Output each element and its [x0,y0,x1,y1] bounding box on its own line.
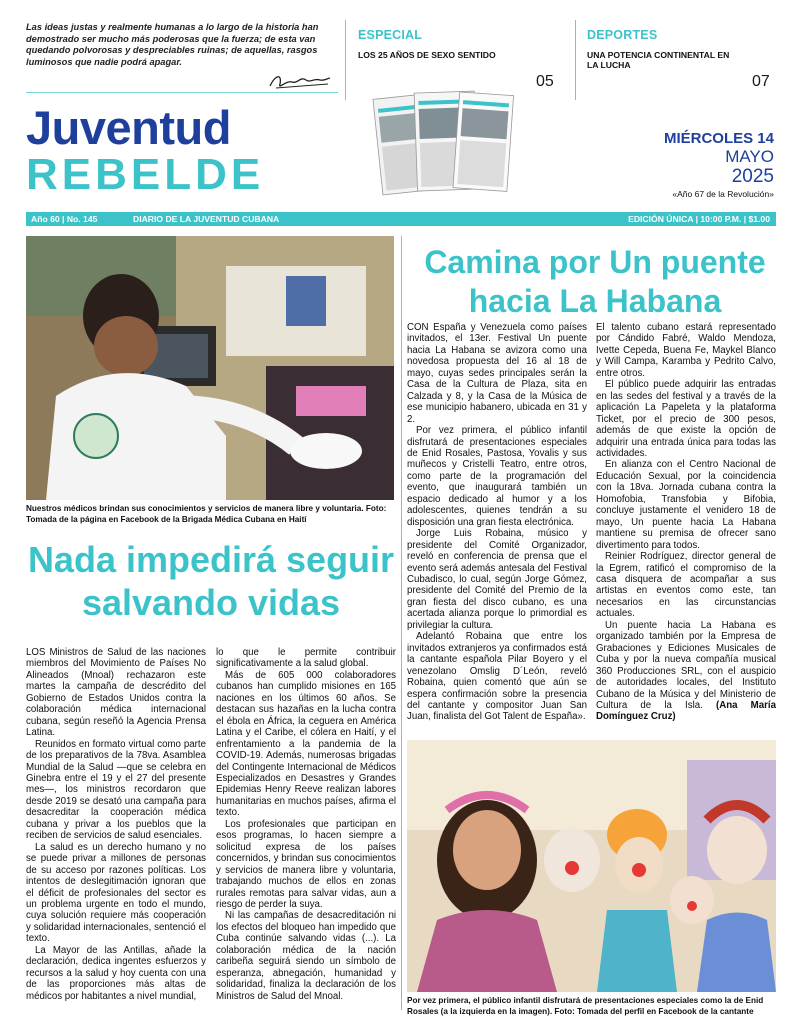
article-paragraph: CON España y Venezuela como países invitados, el 13er. Festival Un puente hacia La Habana se avizora como una novedosa propuesta del 16 al 18 de mayo, cuyas sedes principales serán la Casa de la Cultura de Plaza, sita en Calzada y 8, y la Casa de la Música de ese municipio habanero, ubicada en 31 y 2. [407,322,587,425]
column-divider [401,236,402,1010]
date-year: 2025 [731,166,774,187]
edition-info: EDICIÓN ÚNICA | 10:00 P.M. | $1.00 [628,214,770,224]
section-page-number: 05 [536,73,554,90]
article-paragraph: El público puede adquirir las entradas en las sedes del festival y a través de la aplicación La Papeleta y la plataforma Ticket, por el precio de 300 pesos, además de que existe la opción de adquirir una entrada única para todas las actividades. [596,379,776,459]
article-paragraph: Reinier Rodríguez, director general de la Egrem, ratificó el compromiso de la casa disquera de acompañar a sus artistas en eventos como este, tan necesarios en las circunstancias actuales. [596,551,776,620]
section-deportes[interactable] [587,28,737,70]
issue-date [664,130,774,200]
section-teaser: UNA POTENCIA CONTINENTAL EN LA LUCHA [587,50,730,70]
article-paragraph: LOS Ministros de Salud de las naciones miembros del Movimiento de Países No Alineados (Mnoal) rechazaron este martes la campaña de descrédito del Gobierno de Estados Unidos contra la colaboración médica internacional cubana, según reseñó la Agencia Prensa Latina. [26,647,206,739]
header-quote: Las ideas justas y realmente humanas a lo largo de la historia han demostrado ser mucho más poderosas que la fuerza; de esta van quedando polvorosas y despreciables ruinas; de aquellas, rasgos luminosos que nadie podrá apagar. [26,22,319,67]
date-weekday: MIÉRCOLES 14 [663,130,774,147]
section-name: DEPORTES [587,28,658,42]
article-column-4 [596,322,776,723]
article-paragraph: lo que le permite contribuir significativamente a la salud global. [216,647,396,670]
masthead-logo-bottom: REBELDE [26,150,265,199]
article-paragraph: Ni las campañas de desacreditación ni los efectos del bloqueo han impedido que Cuba continúe salvando vidas (...). La colaboración médica de la nación caribeña seguirá siendo un símbolo de esperanza, abnegación, humanidad y solidaridad, finaliza la declaración de los Ministros de Salud del Mnoal. [216,910,396,1002]
date-month: MAYO [725,147,774,166]
header-divider-1 [345,20,346,100]
issue-number: Año 60 | No. 145 [31,214,98,224]
festival-photo [407,740,776,992]
masthead-logo-top: Juventud [26,101,231,154]
medical-photo [26,236,394,500]
masthead-tagline: DIARIO DE LA JUVENTUD CUBANA [133,214,280,224]
section-page-number: 07 [752,73,770,90]
signature-image [268,70,332,92]
section-name: ESPECIAL [358,28,423,42]
section-teaser: LOS 25 AÑOS DE SEXO SENTIDO [358,50,496,60]
article-paragraph: Jorge Luis Robaina, músico y presidente del Comité Organizador, reveló en conferencia de prensa que el evento será además antesala del Festival Cubadisco, lo cual, según Jorge Gómez, presidente del Comité del Premio de la gran fiesta del disco cubano, es una acertada alianza porque lo primordial es privilegiar la cultura. [407,528,587,631]
photo-caption: Nuestros médicos brindan sus conocimientos y servicios de manera libre y voluntaria. Foto: Tomada de la página en Facebook de la Brigada Médica Cubana en Haití [26,504,387,524]
article-paragraph: Más de 605 000 colaboradores cubanos han cumplido misiones en 165 naciones en los últimos 60 años. Se destacan sus hazañas en la lucha contra el ébola en África, la ceguera en América Latina y el Caribe, el cólera en Haití, y el enfrentamiento a la pandemia de la COVID-19. Además, numerosas brigadas del Contingente Internacional de Médicos Especializados en Desastres y Grandes Epidemias Henry Reeve realizan labores humanitarias en muchos países, afirma el texto. [216,669,396,819]
article-paragraph: La Mayor de las Antillas, añade la declaración, dedica ingentes esfuerzos y recursos a la salud y hoy cuenta con una de las proporciones más altas de médicos por habitantes a nivel mundial, [26,944,206,1002]
section-especial[interactable] [358,28,508,60]
article-paragraph: La salud es un derecho humano y no se puede privar a millones de personas de su acceso por razones políticas. Los intentos de deslegitimación ignoran que el déficit de profesionales del sector es un problema urgente en todo el mundo, cuya solución requiere más cooperación y solidaridad internacionales, sentenció el texto. [26,841,206,945]
article-paragraph: Los profesionales que participan en esos programas, lo hacen siempre a solicitud expresa de los países concernidos, y brindan sus conocimientos y servicios de manera libre y voluntaria, trabajando muchos de ellos en zonas rurales remotas para salvar vidas, aun a riesgo de perder la suya. [216,818,396,910]
date-motto: «Año 67 de la Revolución» [672,189,774,199]
article-paragraph-text: Un puente hacia La Habana es organizado también por la Empresa de Grabaciones y Ediciones Musicales de Cuba y por la nueva compañía musical 360 Producciones SRL, con el auspicio de autoridades locales, del Instituto Cubano de la Música y del Ministerio de Cultura de la Isla. [596,619,776,711]
article-paragraph: Por vez primera, el público infantil disfrutará de presentaciones especiales de Enid Rosales, Pastosa, Yovalis y sus muñecos y Cristelli Teatro, entre otros, como parte de la programación del evento, que inaugurará también un espacio dedicado al humor y a los adolescentes, quienes tendrán a su disposición una gran fiesta electrónica. [407,425,587,528]
photo-caption: Por vez primera, el público infantil disfrutará de presentaciones especiales como la de Enid Rosales (a la izquierda en la imagen). Foto: Tomada del perfil en Facebook de la cantante [407,996,764,1016]
article-byline: (Ana María Domínguez Cruz) [596,699,776,723]
article-column-1 [26,647,206,1002]
article-paragraph: Adelantó Robaina que entre los invitados extranjeros ya confirmados está la cantante española Pilar Boyero y el venezolano Omslig D´León, reveló Robaina, quien comentó que aún se espera confirmación sobre la presencia del cantante y compositor Juan San Juan, finalista del Got Talent de España». [407,631,587,723]
article-paragraph: Reunidos en formato virtual como parte de los preparativos de la 78va. Asamblea Mundial de la Salud —que se celebra en Ginebra entre el 19 y el 27 del presente mes—, los ministros recordaron que desde 2019 se desató una campaña para desacreditar la cooperación médica cubana y privar a los pueblos que la reciben de servicios de salud esenciales. [26,738,206,842]
article-column-2 [216,647,396,1002]
header-divider-2 [575,20,576,100]
article-paragraph: En alianza con el Centro Nacional de Educación Sexual, por la coincidencia con la 18va. Jornada cubana contra la Homofobia, Transfobia y Bifobia, concluye justamente el venidero 18 de mayo, Un puente hacia La Habana mantiene su premisa de ofrecer sano divertimento para todos. [596,459,776,551]
article-headline: Nada impedirá seguir salvando vidas [27,539,395,623]
article-headline: Camina por Un puente hacia La Habana [424,244,766,319]
masthead-band [26,212,776,226]
article-column-3 [407,322,587,723]
article-paragraph [596,620,776,723]
newspaper-stack-image [368,86,518,201]
quote-divider [26,92,338,93]
article-paragraph: El talento cubano estará representado por Cándido Fabré, Waldo Mendoza, Ivette Cepeda, Buena Fe, Maykel Blanco y Will Campa, Karamba y Pedrito Calvo, entre otros. [596,322,776,379]
